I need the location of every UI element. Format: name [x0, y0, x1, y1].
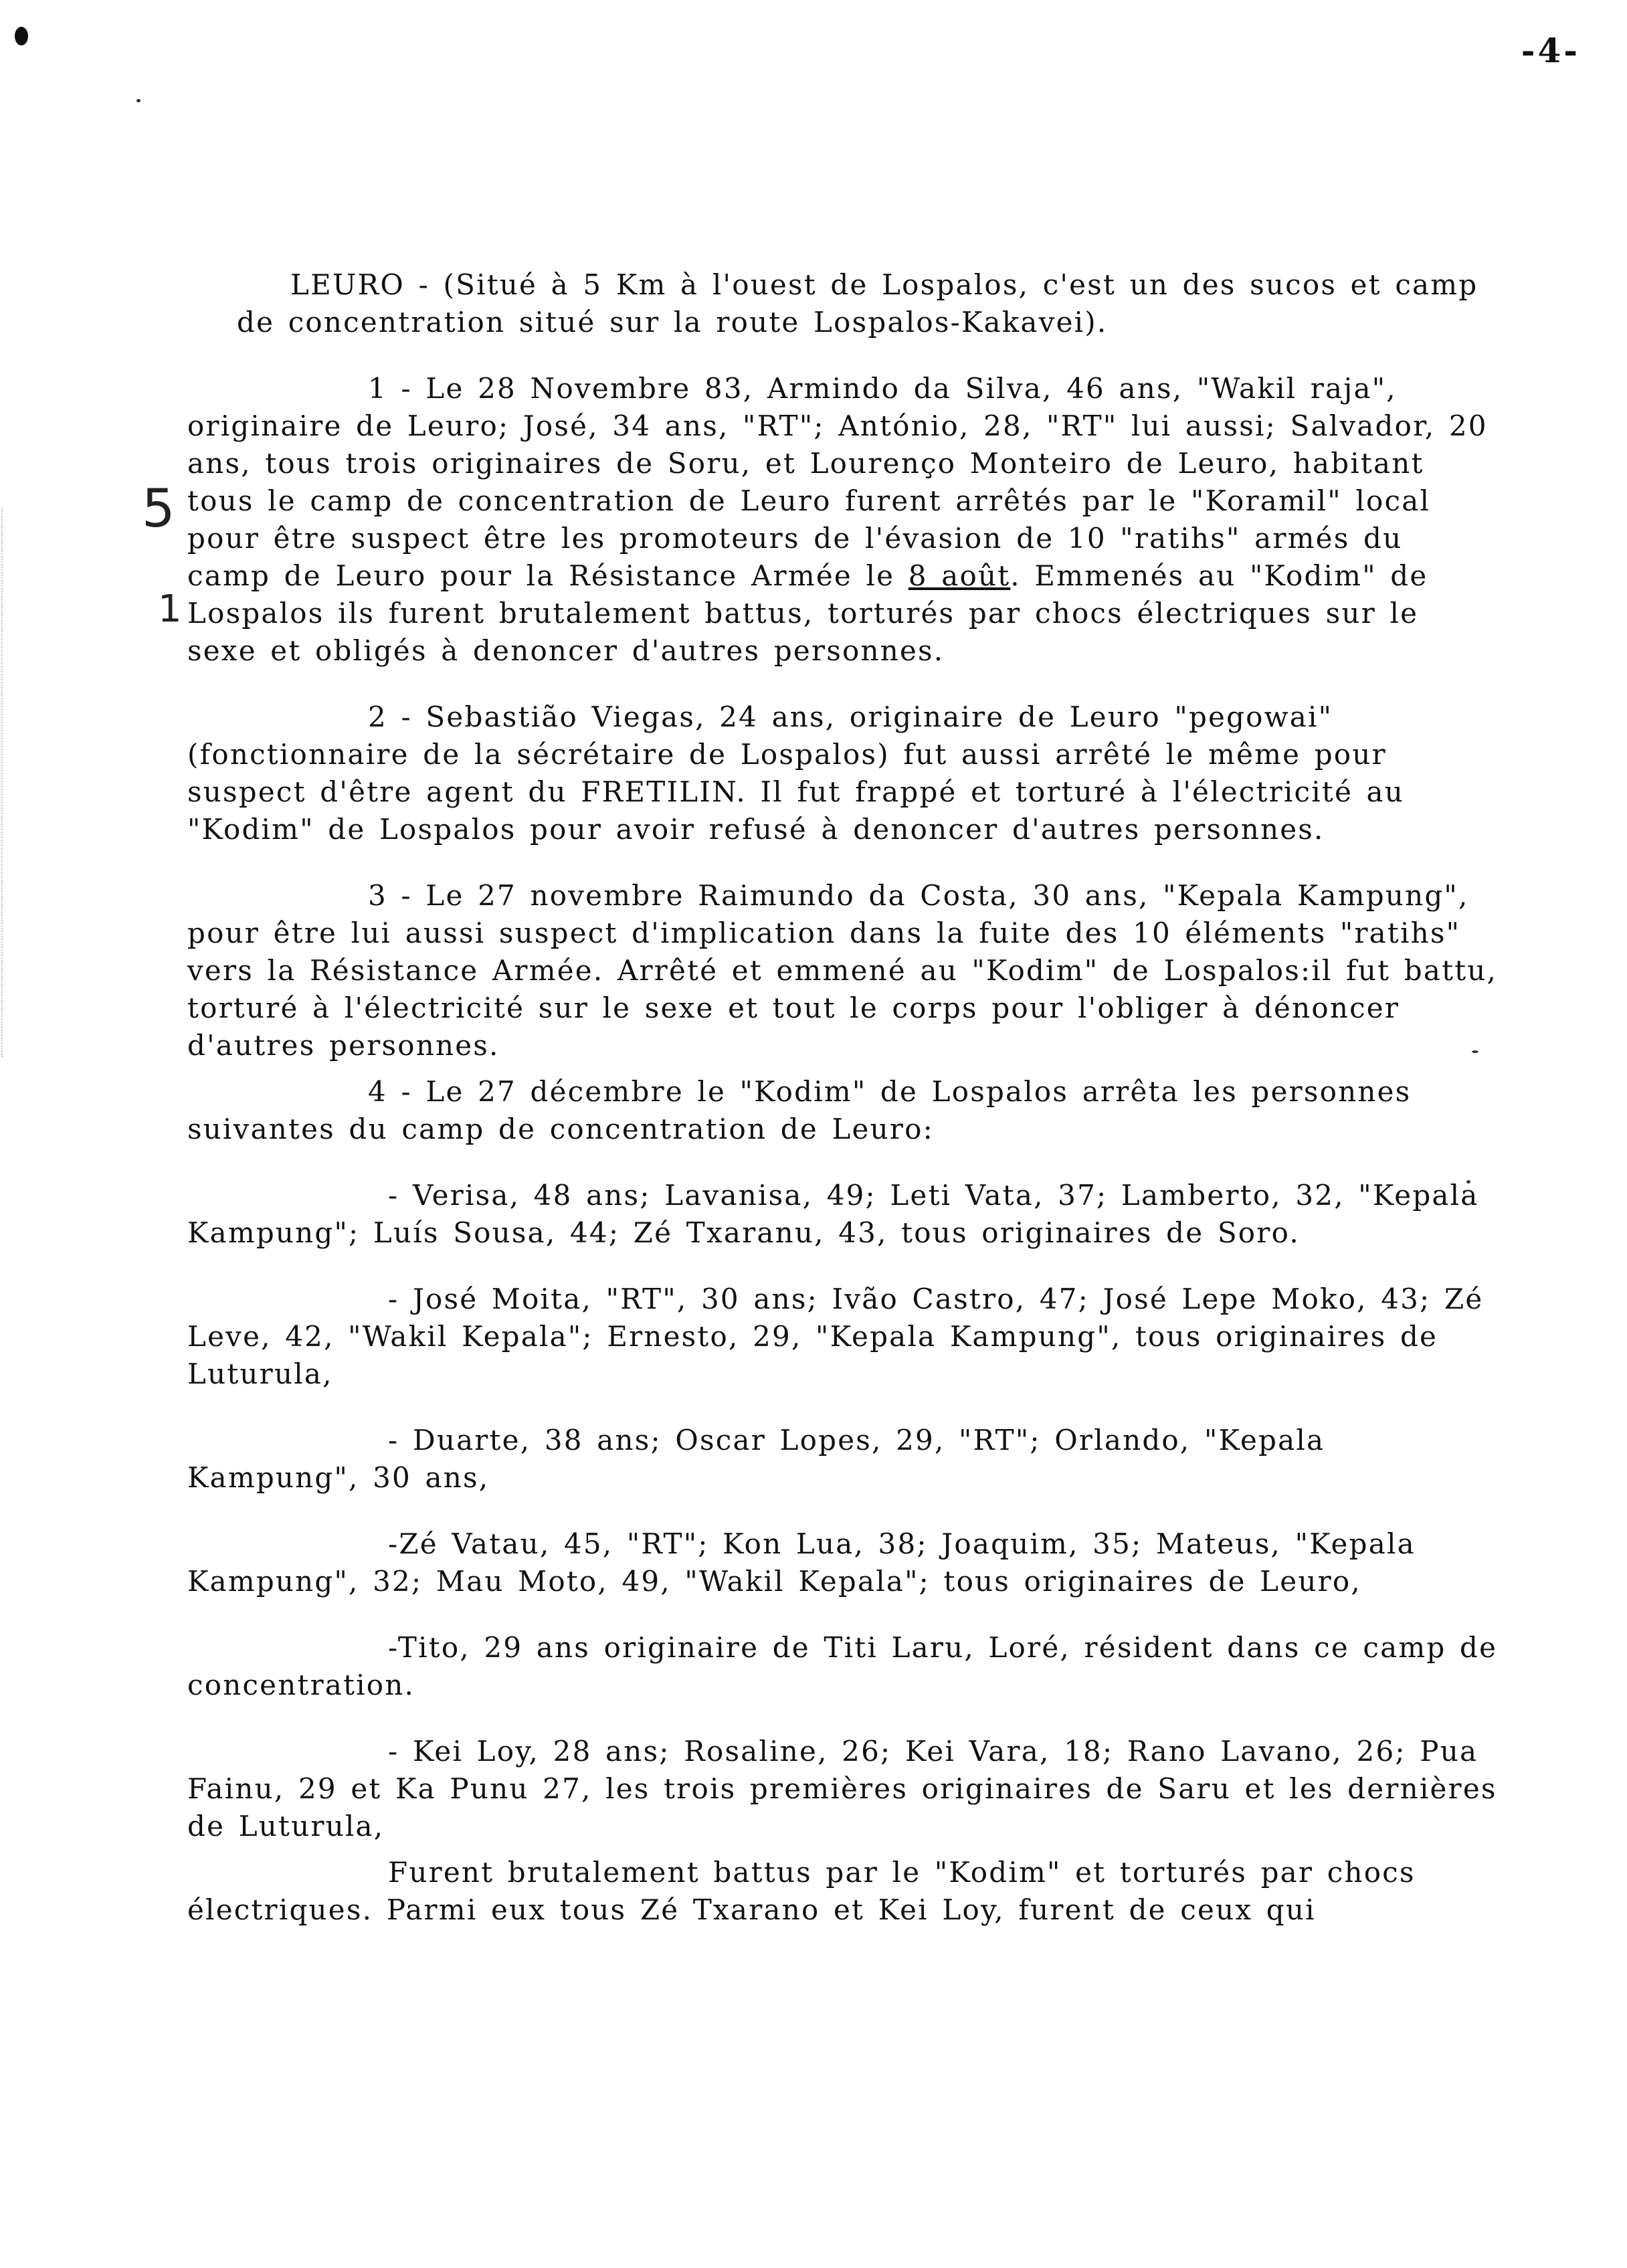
detainee-group: -Tito, 29 ans originaire de Titi Laru, Loré, résident dans ce camp de concentration. [187, 1631, 1498, 1701]
paragraph-text: . Emmenés au "Kodim" de Lospalos ils furent brutalement battus, torturés par chocs électriques sur le sexe et obligés à denoncer d'autres personnes. [187, 559, 1428, 667]
detainee-group: -Zé Vatau, 45, "RT"; Kon Lua, 38; Joaquim, 35; Mateus, "Kepala Kampung", 32; Mau Moto, 49, "Wakil Kepala"; tous originaires de Leuro, [187, 1527, 1416, 1598]
numbered-paragraph-1 [187, 370, 1499, 670]
detainee-group: - Kei Loy, 28 ans; Rosaline, 26; Kei Vara, 18; Rano Lavano, 26; Pua Fainu, 29 et Ka Punu 27, les trois premières originaires de Saru et les dernières de Luturula, [187, 1735, 1497, 1842]
scan-edge-artifact [1, 508, 5, 1057]
numbered-paragraph-4: 4 - Le 27 décembre le "Kodim" de Lospalos arrêta les personnes suivantes du camp de concentration de Leuro: [187, 1075, 1412, 1145]
page-number: -4- [1521, 31, 1580, 70]
paragraph-text: 1 - Le 28 Novembre 83, Armindo da Silva, 46 ans, "Wakil raja", originaire de Leuro; José, 34 ans, "RT"; António, 28, "RT" lui aussi; Salvador, 20 ans, tous trois originaires de Soru, et Lourenço Monteiro de Leuro, habitant tous le camp de concentration de Leuro furent arrêtés par le "Koramil" local pour être suspect être les promoteurs de l'évasion de 10 "ratihs" armés du camp de Leuro pour la Résistance Armée le [187, 372, 1488, 592]
section-heading: LEURO [290, 268, 405, 301]
margin-note: 1 [158, 587, 182, 631]
numbered-paragraph-2: 2 - Sebastião Viegas, 24 ans, originaire de Leuro "pegowai" (fonctionnaire de la sécrétaire de Lospalos) fut aussi arrêté le même pour suspect d'être agent du FRETILIN. Il fut frappé et torturé à l'électricité au "Kodim" de Lospalos pour avoir refusé à denoncer d'autres personnes. [187, 700, 1405, 846]
section-intro-text: - (Situé à 5 Km à l'ouest de Lospalos, c'est un des sucos et camp de concentration situé sur la route Lospalos-Kakavei). [237, 268, 1478, 339]
section-intro [187, 266, 1499, 341]
document-body [187, 266, 1499, 1929]
margin-note: 5 [142, 479, 175, 539]
detainee-group: - Duarte, 38 ans; Oscar Lopes, 29, "RT"; Orlando, "Kepala Kampung", 30 ans, [187, 1424, 1325, 1494]
scan-dot-mark [15, 27, 28, 45]
detainee-group: - Verisa, 48 ans; Lavanisa, 49; Leti Vata, 37; Lamberto, 32, "Kepala Kampung"; Luís Sousa, 44; Zé Txaranu, 43, tous originaires de Soro. [187, 1179, 1479, 1249]
scan-speck [136, 99, 140, 102]
underlined-date: 8 août [908, 559, 1011, 592]
closing-paragraph: Furent brutalement battus par le "Kodim" et torturés par chocs électriques. Parmi eux tous Zé Txarano et Kei Loy, furent de ceux qui [187, 1856, 1416, 1926]
detainee-group: - José Moita, "RT", 30 ans; Ivão Castro, 47; José Lepe Moko, 43; Zé Leve, 42, "Wakil Kepala"; Ernesto, 29, "Kepala Kampung", tous originaires de Luturula, [187, 1283, 1484, 1390]
numbered-paragraph-3: 3 - Le 27 novembre Raimundo da Costa, 30 ans, "Kepala Kampung", pour être lui aussi suspect d'implication dans la fuite des 10 éléments "ratihs" vers la Résistance Armée. Arrêté et emmené au "Kodim" de Lospalos:il fut battu, torturé à l'électricité sur le sexe et tout le corps pour l'obliger à dénoncer d'autres personnes. [187, 879, 1498, 1062]
